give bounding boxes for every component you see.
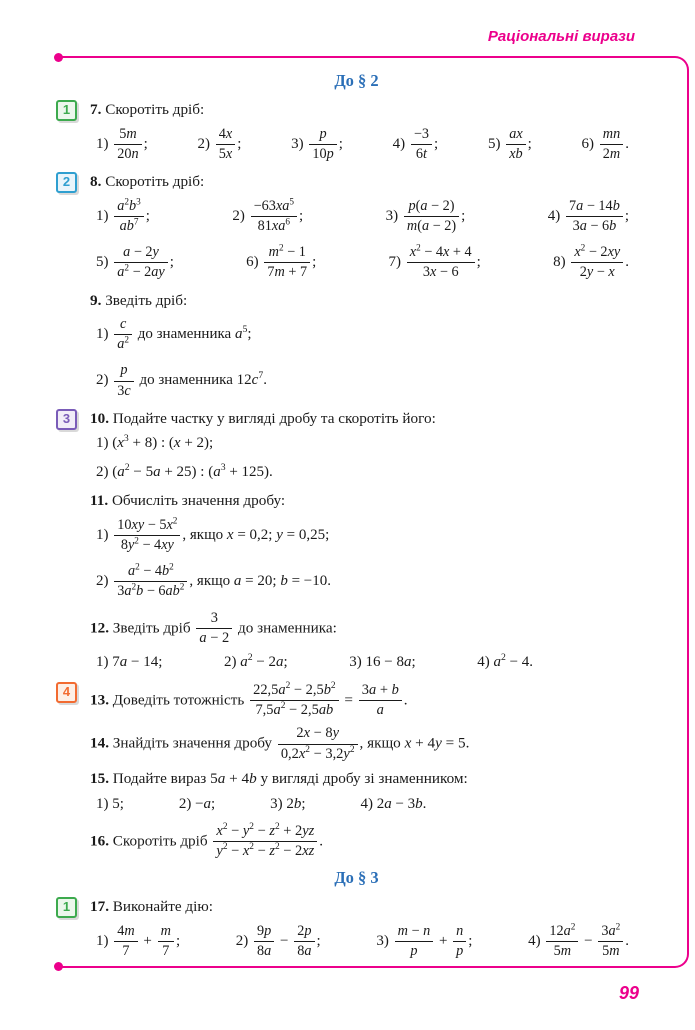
exercise-item: 1) $\frac{a^2b^3}{ab^7}$ ; [96, 197, 150, 235]
exercise-row [96, 198, 629, 235]
problem-statement: 8. Скоротіть дріб: [90, 173, 205, 191]
exercise-row [96, 795, 426, 815]
fraction: $\frac{n}{p}$ [453, 923, 466, 960]
fraction: $\frac{9p}{8a}$ [254, 923, 274, 960]
exercise-item: 5) $\frac{a - 2y}{a^2 - 2ay}$ ; [96, 244, 174, 281]
fraction: $\frac{4x}{5x}$ [216, 126, 235, 163]
fraction: $\frac{ax}{xb}$ [506, 126, 525, 163]
exercise-item: 1) $\frac{10xy - 5x^2}{8y^2 - 4xy}$ , якщо x = 0,2; y = 0,25; [96, 516, 330, 554]
exercise-item: 2) $a^2 - 2a$; [223, 652, 288, 671]
exercise-item: 1) 7a − 14; [96, 654, 163, 671]
fraction: $\frac{5m}{20n}$ [114, 126, 141, 163]
exercise-item: 1) $\frac{c}{a^2}$ до знаменника $a^5$; [96, 316, 252, 353]
problem-statement: 7. Скоротіть дріб: [90, 101, 205, 119]
exercise-item: 1) $\frac{4m}{7}$ + $\frac{m}{7}$ ; [96, 922, 181, 960]
fraction: $\frac{7a - 14b}{3a - 6b}$ [566, 198, 623, 235]
fraction: $\frac{3a + b}{a}$ [359, 682, 402, 720]
fraction: $\frac{p}{10p}$ [309, 126, 336, 163]
exercise-row [96, 244, 629, 281]
fraction: $\frac{12a^2}{5m}$ [546, 923, 578, 960]
problem-7 [62, 100, 629, 163]
exercise-row [96, 362, 623, 399]
section-heading: До § 2 [334, 71, 379, 90]
fraction: $\frac{4m}{7}$ [114, 923, 137, 960]
problem-statement: 17. Виконайте дію: [90, 898, 213, 916]
exercise-row [96, 126, 629, 163]
exercise-item: 2) $\frac{-63xa^5}{81xa^6}$ ; [232, 197, 304, 235]
fraction: $\frac{10xy - 5x^2}{8y^2 - 4xy}$ [114, 517, 180, 554]
problem-13 [62, 680, 623, 720]
exercise-item: 2) $\frac{a^2 - 4b^2}{3a^2b - 6ab^2}$ , якщо a = 20; b = −10. [96, 562, 331, 600]
fraction: $\frac{2x - 8y}{0,2x^2 - 3,2y^2}$ [278, 725, 358, 763]
fraction: $\frac{22,5a^2 - 2,5b^2}{7,5a^2 - 2,5ab}$ [250, 682, 339, 720]
problem-number: 16. [90, 832, 109, 850]
exercise-item: 2) $\frac{p}{3c}$ до знаменника $12c^7$. [96, 362, 267, 399]
fraction: $\frac{-3}{6t}$ [411, 126, 432, 163]
fraction: $\frac{x^2 - 4x + 4}{3x - 6}$ [407, 244, 475, 281]
exercise-item: 8) $\frac{x^2 - 2xy}{2y - x}$ . [553, 243, 629, 281]
exercise-item: 7) $\frac{x^2 - 4x + 4}{3x - 6}$ ; [388, 243, 481, 281]
exercise-item: 3) $\frac{p(a - 2)}{m(a - 2)}$ ; [385, 198, 466, 235]
problem-number: 7. [90, 101, 102, 119]
exercise-item: 2) $\frac{9p}{8a}$ − $\frac{2p}{8a}$ ; [235, 922, 321, 960]
fraction: $\frac{c}{a^2}$ [114, 316, 132, 353]
problem-number: 15. [90, 769, 109, 787]
problem-16 [90, 823, 623, 861]
bottom-rule-dot [54, 962, 63, 971]
exercise-item: 2) −a; [178, 795, 216, 812]
problem-statement: 15. Подайте вираз 5a + 4b у вигляді дробу зі знаменником: [90, 769, 468, 787]
problem-statement: 9. Зведіть дріб: [90, 291, 188, 309]
problem-number: 12. [90, 618, 109, 636]
header-label: Раціональні вирази [487, 28, 635, 45]
fraction: $\frac{mn}{2m}$ [600, 126, 623, 163]
difficulty-badge: 4 [56, 682, 77, 703]
problem-15 [90, 769, 623, 814]
problem-statement: 13. Доведіть тотожність $\frac{22,5a^2 - 2,5b^2}{7,5a^2 - 2,5ab}$ = $\frac{3a + b}{a}$ . [90, 680, 408, 718]
exercise-row [96, 653, 533, 673]
problem-statement: 16. Скоротіть дріб $\frac{x^2 - y^2 - z^2 + 2yz}{y^2 - x^2 - z^2 - 2xz}$ . [90, 822, 324, 860]
exercise-item: 6) $\frac{mn}{2m}$ . [581, 126, 629, 163]
fraction: $\frac{m - n}{p}$ [395, 923, 434, 960]
problem-statement: 11. Обчисліть значення дробу: [90, 492, 286, 510]
section-heading: До § 3 [334, 867, 379, 887]
problem-8 [62, 172, 629, 281]
exercise-row [96, 463, 623, 483]
fraction: $\frac{a - 2y}{a^2 - 2ay}$ [114, 244, 168, 281]
exercise-row [96, 517, 623, 554]
fraction: $\frac{3}{a - 2}$ [196, 610, 232, 648]
problem-12 [90, 610, 623, 673]
problem-9 [90, 291, 623, 400]
exercise-item: 1) 5; [96, 795, 124, 812]
content [62, 66, 629, 969]
fraction: $\frac{3a^2}{5m}$ [598, 923, 623, 960]
difficulty-badge: 1 [56, 100, 77, 121]
exercise-row [96, 434, 623, 454]
exercise-item: 3) 16 − 8a; [349, 654, 416, 671]
exercise-item: 4) 2a − 3b. [360, 795, 427, 812]
problem-17 [62, 897, 629, 960]
exercise-item: 1) $(x^3 + 8)$ : (x + 2); [96, 433, 214, 452]
problem-number: 10. [90, 409, 109, 427]
problem-number: 17. [90, 898, 109, 916]
exercise-item: 3) 2b; [270, 795, 306, 812]
exercise-item: 4) $\frac{7a - 14b}{3a - 6b}$ ; [547, 198, 629, 235]
exercise-row [96, 316, 623, 353]
exercise-item: 1) $\frac{5m}{20n}$ ; [96, 126, 148, 163]
fraction: $\frac{p(a - 2)}{m(a - 2)}$ [404, 198, 459, 235]
fraction: $\frac{a^2 - 4b^2}{3a^2b - 6ab^2}$ [114, 563, 187, 600]
problem-statement: 14. Знайдіть значення дробу $\frac{2x - 8y}{0,2x^2 - 3,2y^2}$ , якщо x + 4y = 5. [90, 725, 470, 762]
difficulty-badge: 3 [56, 409, 77, 430]
exercise-item: 2) $\frac{4x}{5x}$ ; [197, 126, 242, 163]
difficulty-badge: 1 [56, 897, 77, 918]
top-rule-dot [54, 53, 63, 62]
fraction: $\frac{a^2b^3}{ab^7}$ [114, 198, 144, 235]
fraction: $\frac{m}{7}$ [158, 923, 174, 960]
fraction: $\frac{2p}{8a}$ [294, 923, 314, 960]
exercise-row [96, 923, 629, 960]
exercise-item: 5) $\frac{ax}{xb}$ ; [487, 126, 532, 163]
problem-11 [90, 491, 623, 600]
exercise-item: 4) $\frac{-3}{6t}$ ; [392, 126, 439, 163]
exercise-item: 3) $\frac{m - n}{p}$ + $\frac{n}{p}$ ; [376, 922, 473, 960]
exercise-item: 4) $\frac{12a^2}{5m}$ − $\frac{3a^2}{5m}$ . [528, 922, 629, 960]
problem-number: 8. [90, 173, 102, 191]
problem-14 [90, 725, 623, 763]
difficulty-badge: 2 [56, 172, 77, 193]
problem-number: 13. [90, 690, 109, 708]
page-number: 99 [618, 983, 639, 1003]
fraction: $\frac{x^2 - 2xy}{2y - x}$ [571, 244, 623, 281]
fraction: $\frac{p}{3c}$ [114, 362, 133, 399]
problem-number: 11. [90, 492, 109, 510]
problem-10 [62, 409, 623, 483]
exercise-item: 6) $\frac{m^2 - 1}{7m + 7}$ ; [246, 243, 317, 281]
fraction: $\frac{x^2 - y^2 - z^2 + 2yz}{y^2 - x^2 - z^2 - 2xz}$ [213, 823, 317, 861]
exercise-item: 4) $a^2 - 4$. [477, 652, 534, 671]
problem-statement: 12. Зведіть дріб $\frac{3}{a - 2}$ до знаменника: [90, 609, 337, 646]
exercise-item: 2) $(a^2 - 5a + 25)$ : $(a^3 + 125)$. [96, 461, 273, 480]
problem-statement: 10. Подайте частку у вигляді дробу та скоротіть його: [90, 409, 436, 427]
exercise-item: 3) $\frac{p}{10p}$ ; [291, 126, 343, 163]
problem-number: 14. [90, 734, 109, 752]
fraction: $\frac{m^2 - 1}{7m + 7}$ [264, 244, 310, 281]
problem-number: 9. [90, 291, 102, 309]
exercise-row [96, 563, 623, 600]
fraction: $\frac{-63xa^5}{81xa^6}$ [251, 198, 297, 235]
